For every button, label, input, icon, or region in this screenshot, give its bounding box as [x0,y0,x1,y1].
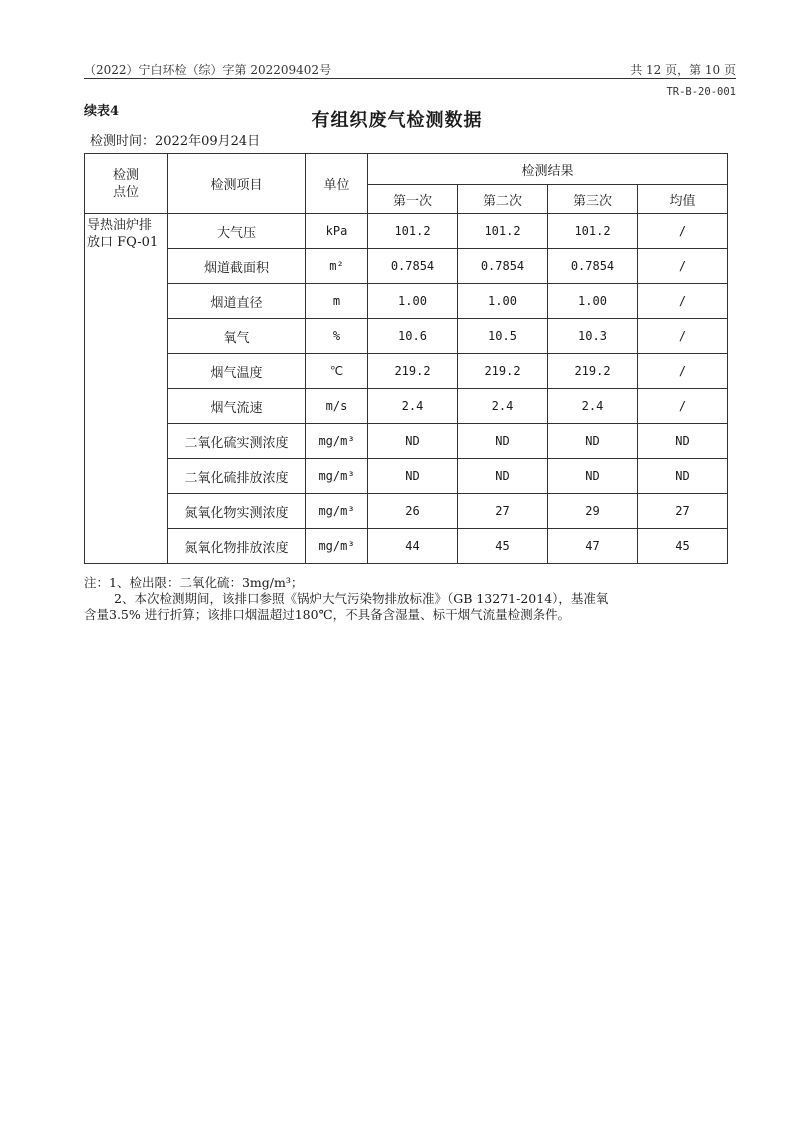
col-header-result: 检测结果 [368,154,728,185]
value-first-cell: 219.2 [368,354,458,389]
value-first-cell: 1.00 [368,284,458,319]
value-second-cell: 219.2 [458,354,548,389]
col-header-unit: 单位 [306,154,368,214]
unit-cell: ℃ [306,354,368,389]
location-cell: 导热油炉排 放口 FQ-01 [85,214,168,564]
value-third-cell: 1.00 [548,284,638,319]
value-second-cell: 2.4 [458,389,548,424]
col-header-item: 检测项目 [168,154,306,214]
report-number: （2022）宁白环检（综）字第 202209402号 [84,63,332,77]
value-third-cell: ND [548,424,638,459]
note-2-cont: 含量3.5% 进行折算；该排口烟温超过180℃，不具备含湿量、标干烟气流量检测条件。 [84,607,571,622]
value-second-cell: ND [458,424,548,459]
page-header [84,60,736,79]
value-average-cell: / [638,354,728,389]
table-row [85,284,728,319]
value-first-cell: 2.4 [368,389,458,424]
value-third-cell: 101.2 [548,214,638,249]
value-average-cell: ND [638,459,728,494]
note-1: 注：1、检出限：二氧化硫：3mg/m³； [84,575,304,590]
unit-cell: mg/m³ [306,494,368,529]
value-third-cell: 29 [548,494,638,529]
value-average-cell: / [638,249,728,284]
unit-cell: m [306,284,368,319]
table-row [85,529,728,564]
value-average-cell: ND [638,424,728,459]
value-first-cell: ND [368,424,458,459]
value-second-cell: 10.5 [458,319,548,354]
value-second-cell: 27 [458,494,548,529]
item-cell: 烟道直径 [168,284,306,319]
item-cell: 烟气流速 [168,389,306,424]
item-cell: 烟气温度 [168,354,306,389]
item-cell: 二氧化硫实测浓度 [168,424,306,459]
table-row [85,424,728,459]
unit-cell: kPa [306,214,368,249]
item-cell: 氮氧化物实测浓度 [168,494,306,529]
unit-cell: mg/m³ [306,529,368,564]
unit-cell: m² [306,249,368,284]
value-first-cell: 10.6 [368,319,458,354]
document-code: TR-B-20-001 [666,86,736,98]
col-header-location: 检测 点位 [85,154,168,214]
item-cell: 大气压 [168,214,306,249]
table-row [85,319,728,354]
emission-data-table [84,153,728,564]
col-header-second: 第二次 [458,185,548,214]
table-row [85,459,728,494]
value-average-cell: 27 [638,494,728,529]
value-third-cell: 2.4 [548,389,638,424]
unit-cell: % [306,319,368,354]
value-first-cell: 26 [368,494,458,529]
item-cell: 氧气 [168,319,306,354]
value-second-cell: 101.2 [458,214,548,249]
unit-cell: mg/m³ [306,459,368,494]
value-average-cell: / [638,284,728,319]
value-second-cell: 45 [458,529,548,564]
page-title: 有组织废气检测数据 [311,110,483,131]
value-average-cell: / [638,389,728,424]
value-average-cell: / [638,319,728,354]
col-header-third: 第三次 [548,185,638,214]
value-second-cell: 0.7854 [458,249,548,284]
page-info: 共 12 页，第 10 页 [630,63,736,77]
value-first-cell: ND [368,459,458,494]
table-label: 续表4 [84,104,120,119]
item-cell: 氮氧化物排放浓度 [168,529,306,564]
value-second-cell: 1.00 [458,284,548,319]
value-third-cell: ND [548,459,638,494]
unit-cell: mg/m³ [306,424,368,459]
value-first-cell: 44 [368,529,458,564]
table-row [85,494,728,529]
value-first-cell: 101.2 [368,214,458,249]
table-row [85,249,728,284]
table-row [85,214,728,249]
table-row [85,354,728,389]
col-header-average: 均值 [638,185,728,214]
col-header-first: 第一次 [368,185,458,214]
item-cell: 二氧化硫排放浓度 [168,459,306,494]
item-cell: 烟道截面积 [168,249,306,284]
value-third-cell: 47 [548,529,638,564]
value-third-cell: 10.3 [548,319,638,354]
value-third-cell: 0.7854 [548,249,638,284]
value-third-cell: 219.2 [548,354,638,389]
value-second-cell: ND [458,459,548,494]
unit-cell: m/s [306,389,368,424]
value-first-cell: 0.7854 [368,249,458,284]
value-average-cell: 45 [638,529,728,564]
table-row [85,389,728,424]
value-average-cell: / [638,214,728,249]
test-date: 检测时间：2022年09月24日 [90,134,261,149]
notes [84,575,736,623]
note-2: 2、本次检测期间，该排口参照《锅炉大气污染物排放标准》（GB 13271-2014），基准氧 [114,591,609,606]
